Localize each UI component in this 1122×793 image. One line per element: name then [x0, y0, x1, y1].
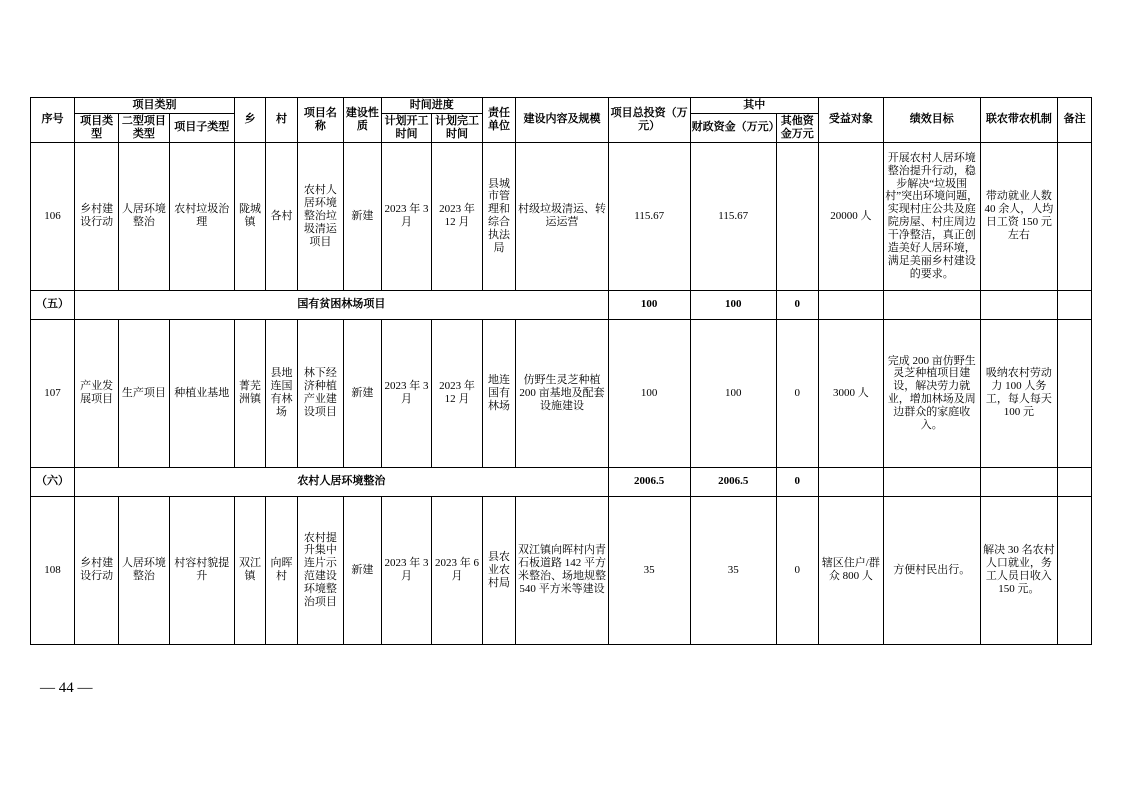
cell-cat-subtype2: 生产项目 [119, 319, 169, 467]
cell-township: 双江镇 [234, 496, 266, 644]
cell-build-nature: 新建 [344, 319, 382, 467]
cell-seq: 108 [31, 496, 75, 644]
th-resp-unit: 责任单位 [482, 98, 516, 143]
cell-section-link-mechanism [980, 290, 1058, 319]
cell-remark [1058, 142, 1092, 290]
th-content-scale: 建设内容及规模 [516, 98, 608, 143]
cell-township: 菁芜洲镇 [234, 319, 266, 467]
th-beneficiary: 受益对象 [818, 98, 883, 143]
cell-section-remark [1058, 467, 1092, 496]
th-cat-subtype: 项目子类型 [169, 113, 234, 142]
cell-plan-end: 2023 年 6 月 [432, 496, 482, 644]
cell-cat-type: 乡村建设行动 [75, 142, 119, 290]
cell-section-fiscal-fund: 100 [690, 290, 776, 319]
cell-other-fund: 0 [776, 496, 818, 644]
cell-section-beneficiary [818, 467, 883, 496]
cell-plan-start: 2023 年 3 月 [381, 142, 431, 290]
project-table [30, 97, 1092, 645]
cell-section-other-fund: 0 [776, 290, 818, 319]
th-cat-type: 项目类型 [75, 113, 119, 142]
cell-cat-subtype: 村容村貌提升 [169, 496, 234, 644]
th-build-nature: 建设性质 [344, 98, 382, 143]
cell-seq: 106 [31, 142, 75, 290]
cell-section-link-mechanism [980, 467, 1058, 496]
page-number: — 44 — [40, 680, 93, 696]
th-cat-subtype2: 二型项目类型 [119, 113, 169, 142]
cell-total-invest: 115.67 [608, 142, 690, 290]
cell-fiscal-fund: 100 [690, 319, 776, 467]
cell-cat-type: 乡村建设行动 [75, 496, 119, 644]
th-project-name: 项目名称 [297, 98, 343, 143]
cell-content-scale: 仿野生灵芝种植 200 亩基地及配套设施建设 [516, 319, 608, 467]
cell-section-title: 农村人居环境整治 [75, 467, 609, 496]
th-time-group: 时间进度 [381, 98, 482, 114]
cell-build-nature: 新建 [344, 496, 382, 644]
cell-section-other-fund: 0 [776, 467, 818, 496]
cell-section-remark [1058, 290, 1092, 319]
cell-section-performance [883, 467, 980, 496]
cell-section-beneficiary [818, 290, 883, 319]
cell-plan-end: 2023 年 12 月 [432, 319, 482, 467]
cell-section-performance [883, 290, 980, 319]
cell-cat-subtype2: 人居环境整治 [119, 496, 169, 644]
cell-cat-subtype: 农村垃圾治理 [169, 142, 234, 290]
cell-fiscal-fund: 115.67 [690, 142, 776, 290]
section-row [31, 290, 1092, 319]
cell-performance: 完成 200 亩仿野生灵芝种植项目建设，解决劳力就业，增加林场及周边群众的家庭收入。 [883, 319, 980, 467]
th-performance: 绩效目标 [883, 98, 980, 143]
cell-resp-unit: 地连国有林场 [482, 319, 516, 467]
cell-project-name: 林下经济种植产业建设项目 [297, 319, 343, 467]
th-village: 村 [266, 98, 298, 143]
cell-beneficiary: 3000 人 [818, 319, 883, 467]
cell-build-nature: 新建 [344, 142, 382, 290]
cell-total-invest: 100 [608, 319, 690, 467]
cell-link-mechanism: 带动就业人数 40 余人，人均日工资 150 元左右 [980, 142, 1058, 290]
th-seq: 序号 [31, 98, 75, 143]
cell-other-fund: 0 [776, 319, 818, 467]
th-fiscal-fund: 财政资金（万元） [690, 113, 776, 142]
cell-plan-start: 2023 年 3 月 [381, 496, 431, 644]
th-plan-end: 计划完工时间 [432, 113, 482, 142]
th-link-mechanism: 联农带农机制 [980, 98, 1058, 143]
cell-village: 各村 [266, 142, 298, 290]
cell-township: 陇城镇 [234, 142, 266, 290]
table-row [31, 496, 1092, 644]
th-other-fund: 其他资金万元 [776, 113, 818, 142]
th-total-invest: 项目总投资（万元） [608, 98, 690, 143]
cell-cat-type: 产业发展项目 [75, 319, 119, 467]
cell-beneficiary: 20000 人 [818, 142, 883, 290]
cell-plan-end: 2023 年 12 月 [432, 142, 482, 290]
cell-content-scale: 村级垃圾清运、转运运营 [516, 142, 608, 290]
th-remark: 备注 [1058, 98, 1092, 143]
cell-link-mechanism: 解决 30 名农村人口就业，务工人员日收入 150 元。 [980, 496, 1058, 644]
cell-performance: 开展农村人居环境整治提升行动，稳步解决“垃圾围村”突出环境问题，实现村庄公共及庭院房屋、村庄周边干净整洁，真正创造美好人居环境，满足美丽乡村建设的要求。 [883, 142, 980, 290]
cell-section-total-invest: 100 [608, 290, 690, 319]
th-among-group: 其中 [690, 98, 818, 114]
cell-resp-unit: 县农业农村局 [482, 496, 516, 644]
cell-remark [1058, 319, 1092, 467]
cell-section-total-invest: 2006.5 [608, 467, 690, 496]
cell-total-invest: 35 [608, 496, 690, 644]
th-plan-start: 计划开工时间 [381, 113, 431, 142]
header-row-1 [31, 98, 1092, 114]
cell-resp-unit: 县城市管理和综合执法局 [482, 142, 516, 290]
cell-performance: 方便村民出行。 [883, 496, 980, 644]
cell-seq: 107 [31, 319, 75, 467]
cell-plan-start: 2023 年 3 月 [381, 319, 431, 467]
section-row [31, 467, 1092, 496]
table-body [31, 142, 1092, 644]
table-row [31, 319, 1092, 467]
cell-content-scale: 双江镇向晖村内青石板道路 142 平方米整治、场地规整 540 平方米等建设 [516, 496, 608, 644]
cell-link-mechanism: 吸纳农村劳动力 100 人务工，每人每天 100 元 [980, 319, 1058, 467]
cell-fiscal-fund: 35 [690, 496, 776, 644]
cell-section-title: 国有贫困林场项目 [75, 290, 609, 319]
cell-section-label: （六） [31, 467, 75, 496]
cell-cat-subtype: 种植业基地 [169, 319, 234, 467]
cell-village: 县地连国有林场 [266, 319, 298, 467]
cell-cat-subtype2: 人居环境整治 [119, 142, 169, 290]
th-category-group: 项目类别 [75, 98, 235, 114]
cell-beneficiary: 辖区住户/群众 800 人 [818, 496, 883, 644]
cell-village: 向晖村 [266, 496, 298, 644]
cell-remark [1058, 496, 1092, 644]
th-township: 乡 [234, 98, 266, 143]
table-header [31, 98, 1092, 143]
cell-other-fund [776, 142, 818, 290]
table-row [31, 142, 1092, 290]
cell-project-name: 农村提升集中连片示范建设环境整治项目 [297, 496, 343, 644]
cell-project-name: 农村人居环境整治垃圾清运项目 [297, 142, 343, 290]
cell-section-fiscal-fund: 2006.5 [690, 467, 776, 496]
cell-section-label: （五） [31, 290, 75, 319]
